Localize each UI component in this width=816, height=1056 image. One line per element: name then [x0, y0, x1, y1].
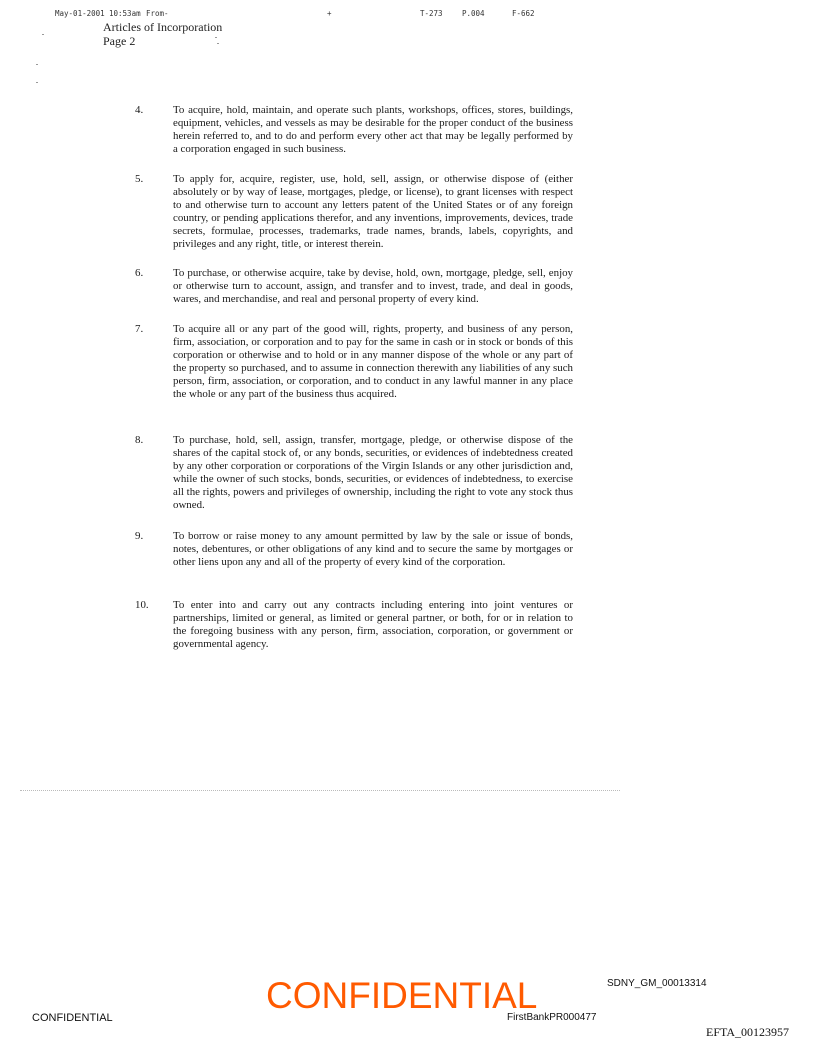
fax-id: F-662: [512, 9, 535, 18]
confidential-stamp: CONFIDENTIAL: [266, 975, 538, 1016]
item-number: 4.: [135, 104, 144, 116]
item-text: To enter into and carry out any contracts including entering into joint ventures or partnerships, limited or general, as limited or general partner, or both, for or in relation to the foregoing business with any person, firm, association, corporation, or government or governmental agency.: [173, 599, 573, 651]
scan-speck: [42, 34, 44, 35]
scan-speck: [36, 64, 38, 65]
item-text: To acquire, hold, maintain, and operate such plants, workshops, offices, stores, buildings, equipment, vehicles, and vessels as may be desirable for the proper conduct of the business herein referred to, and to do and perform every other act that may be legally performed by a corporation engaged in such business.: [173, 104, 573, 156]
scan-speck: [36, 82, 38, 83]
item-text: To apply for, acquire, register, use, hold, sell, assign, or otherwise dispose of (either absolutely or by way of lease, mortgages, pledge, or license), to grant licenses with respect to and otherwise turn to account any letters patent of the United States or of any foreign country, or pending applications therefor, and any inventions, improvements, devices, trade secrets, formulae, processes, trademarks, trade names, brands, labels, copyrights, and privileges and any right, title, or interest therein.: [173, 173, 573, 251]
item-number: 8.: [135, 434, 144, 446]
item-number: 6.: [135, 267, 144, 279]
item-number: 5.: [135, 173, 144, 185]
bank-bates-number: FirstBankPR000477: [507, 1012, 597, 1023]
scan-speck: [217, 43, 219, 44]
fax-transmission: T-273: [420, 9, 443, 18]
fax-time: 10:53am: [109, 9, 141, 18]
fax-date: May-01-2001: [55, 9, 105, 18]
item-text: To purchase, or otherwise acquire, take by devise, hold, own, mortgage, pledge, sell, enjoy or otherwise turn to account, assign, and transfer and to invest, trade, and deal in goods, wares, and merchandise, and real and personal property of every kind.: [173, 267, 573, 306]
fax-from: From-: [146, 9, 169, 18]
item-text: To purchase, hold, sell, assign, transfer, mortgage, pledge, or otherwise dispose of the shares of the capital stock of, or any bonds, securities, or evidences of indebtedness created by any other corporation or corporations of the Virgin Islands or any other jurisdiction and, while the owner of such stocks, bonds, securities, or evidences of indebtedness, to exercise all the rights, powers and privileges of ownership, including the right to vote any stock thus owned.: [173, 434, 573, 512]
fax-mark: +: [327, 9, 332, 18]
item-text: To borrow or raise money to any amount permitted by law by the sale or issue of bonds, notes, debentures, or other obligations of any kind and to secure the same by mortgages or other liens upon any and all of the property of every kind of the corporation.: [173, 530, 573, 569]
confidential-label: CONFIDENTIAL: [32, 1012, 113, 1024]
sdny-bates-number: SDNY_GM_00013314: [607, 978, 707, 989]
scan-speck: [215, 37, 217, 38]
fax-page: P.004: [462, 9, 485, 18]
document-title: Articles of Incorporation: [103, 20, 223, 34]
item-number: 7.: [135, 323, 144, 335]
efta-number: EFTA_00123957: [706, 1025, 790, 1039]
page-divider: [20, 790, 620, 791]
item-text: To acquire all or any part of the good will, rights, property, and business of any person, firm, association, or corporation and to pay for the same in cash or in stock or bonds of this corporation or otherwise and to hold or in any manner dispose of the whole or any part of the property so purchased, and to assume in connection therewith any liabilities of any such person, firm, association, or corporation, and to conduct in any lawful manner in any place the whole or any part of the business thus acquired.: [173, 323, 573, 401]
page-number: Page 2: [103, 34, 136, 48]
item-number: 10.: [135, 599, 149, 611]
item-number: 9.: [135, 530, 144, 542]
